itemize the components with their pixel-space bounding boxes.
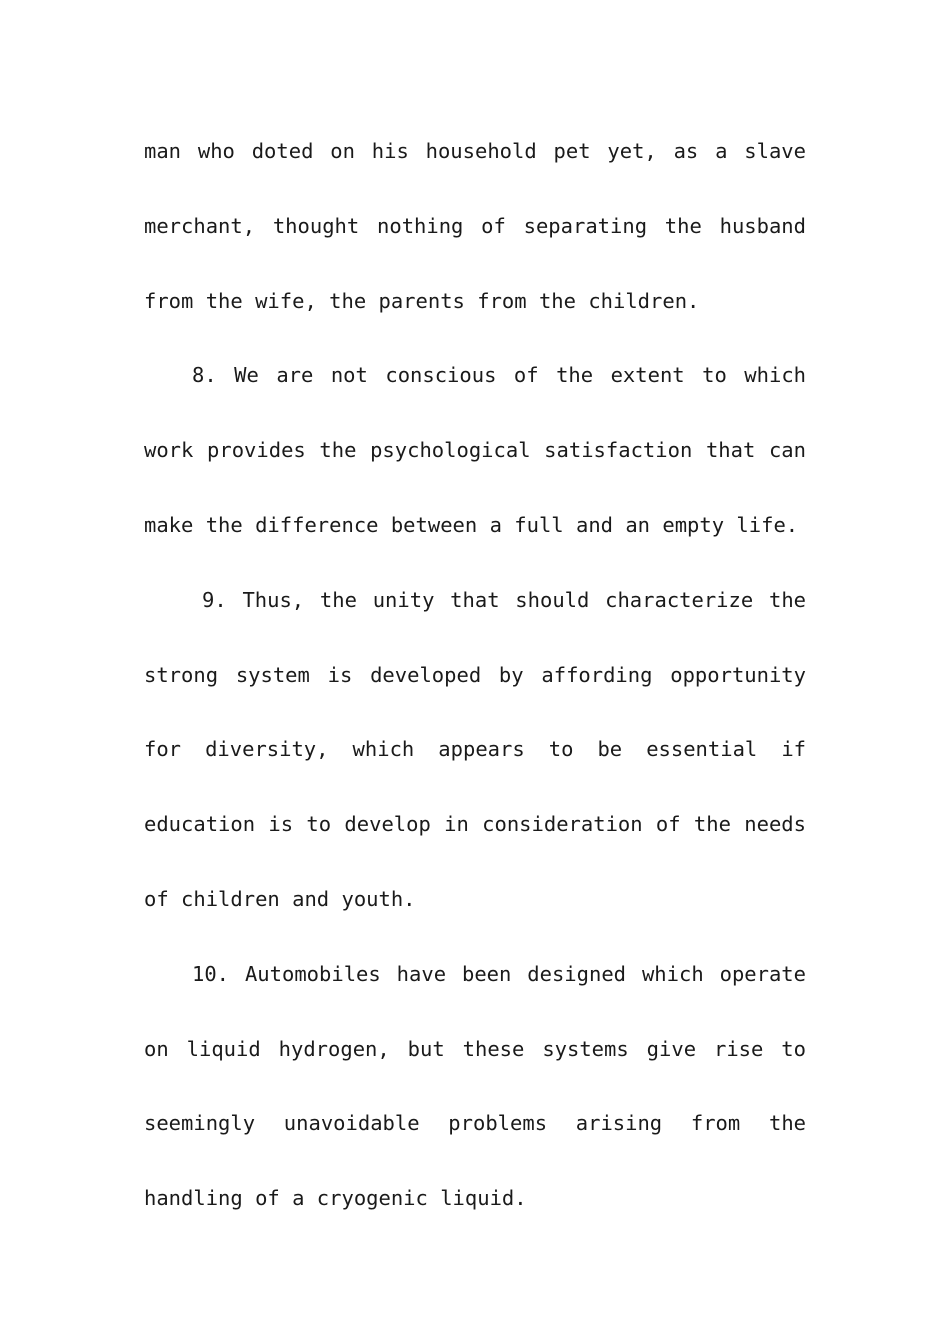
paragraph-item-8: 8. We are not conscious of the extent to which work provides the psychological satisfaction that can make the difference between a full and an empty life. — [144, 363, 806, 537]
paragraph-item-10: 10. Automobiles have been designed which operate on liquid hydrogen, but these systems give rise to seemingly unavoidable problems arising from the handling of a cryogenic liquid. — [144, 961, 806, 1211]
paragraph-item-9: 9. Thus, the unity that should characterize the strong system is developed by affording opportunity for diversity, which appears to be essential if education is to develop in consideration of the needs of children and youth. — [144, 587, 806, 911]
body-text — [144, 114, 806, 1236]
paragraph-continuation: man who doted on his household pet yet, as a slave merchant, thought nothing of separating the husband from the wife, the parents from the children. — [144, 139, 806, 313]
